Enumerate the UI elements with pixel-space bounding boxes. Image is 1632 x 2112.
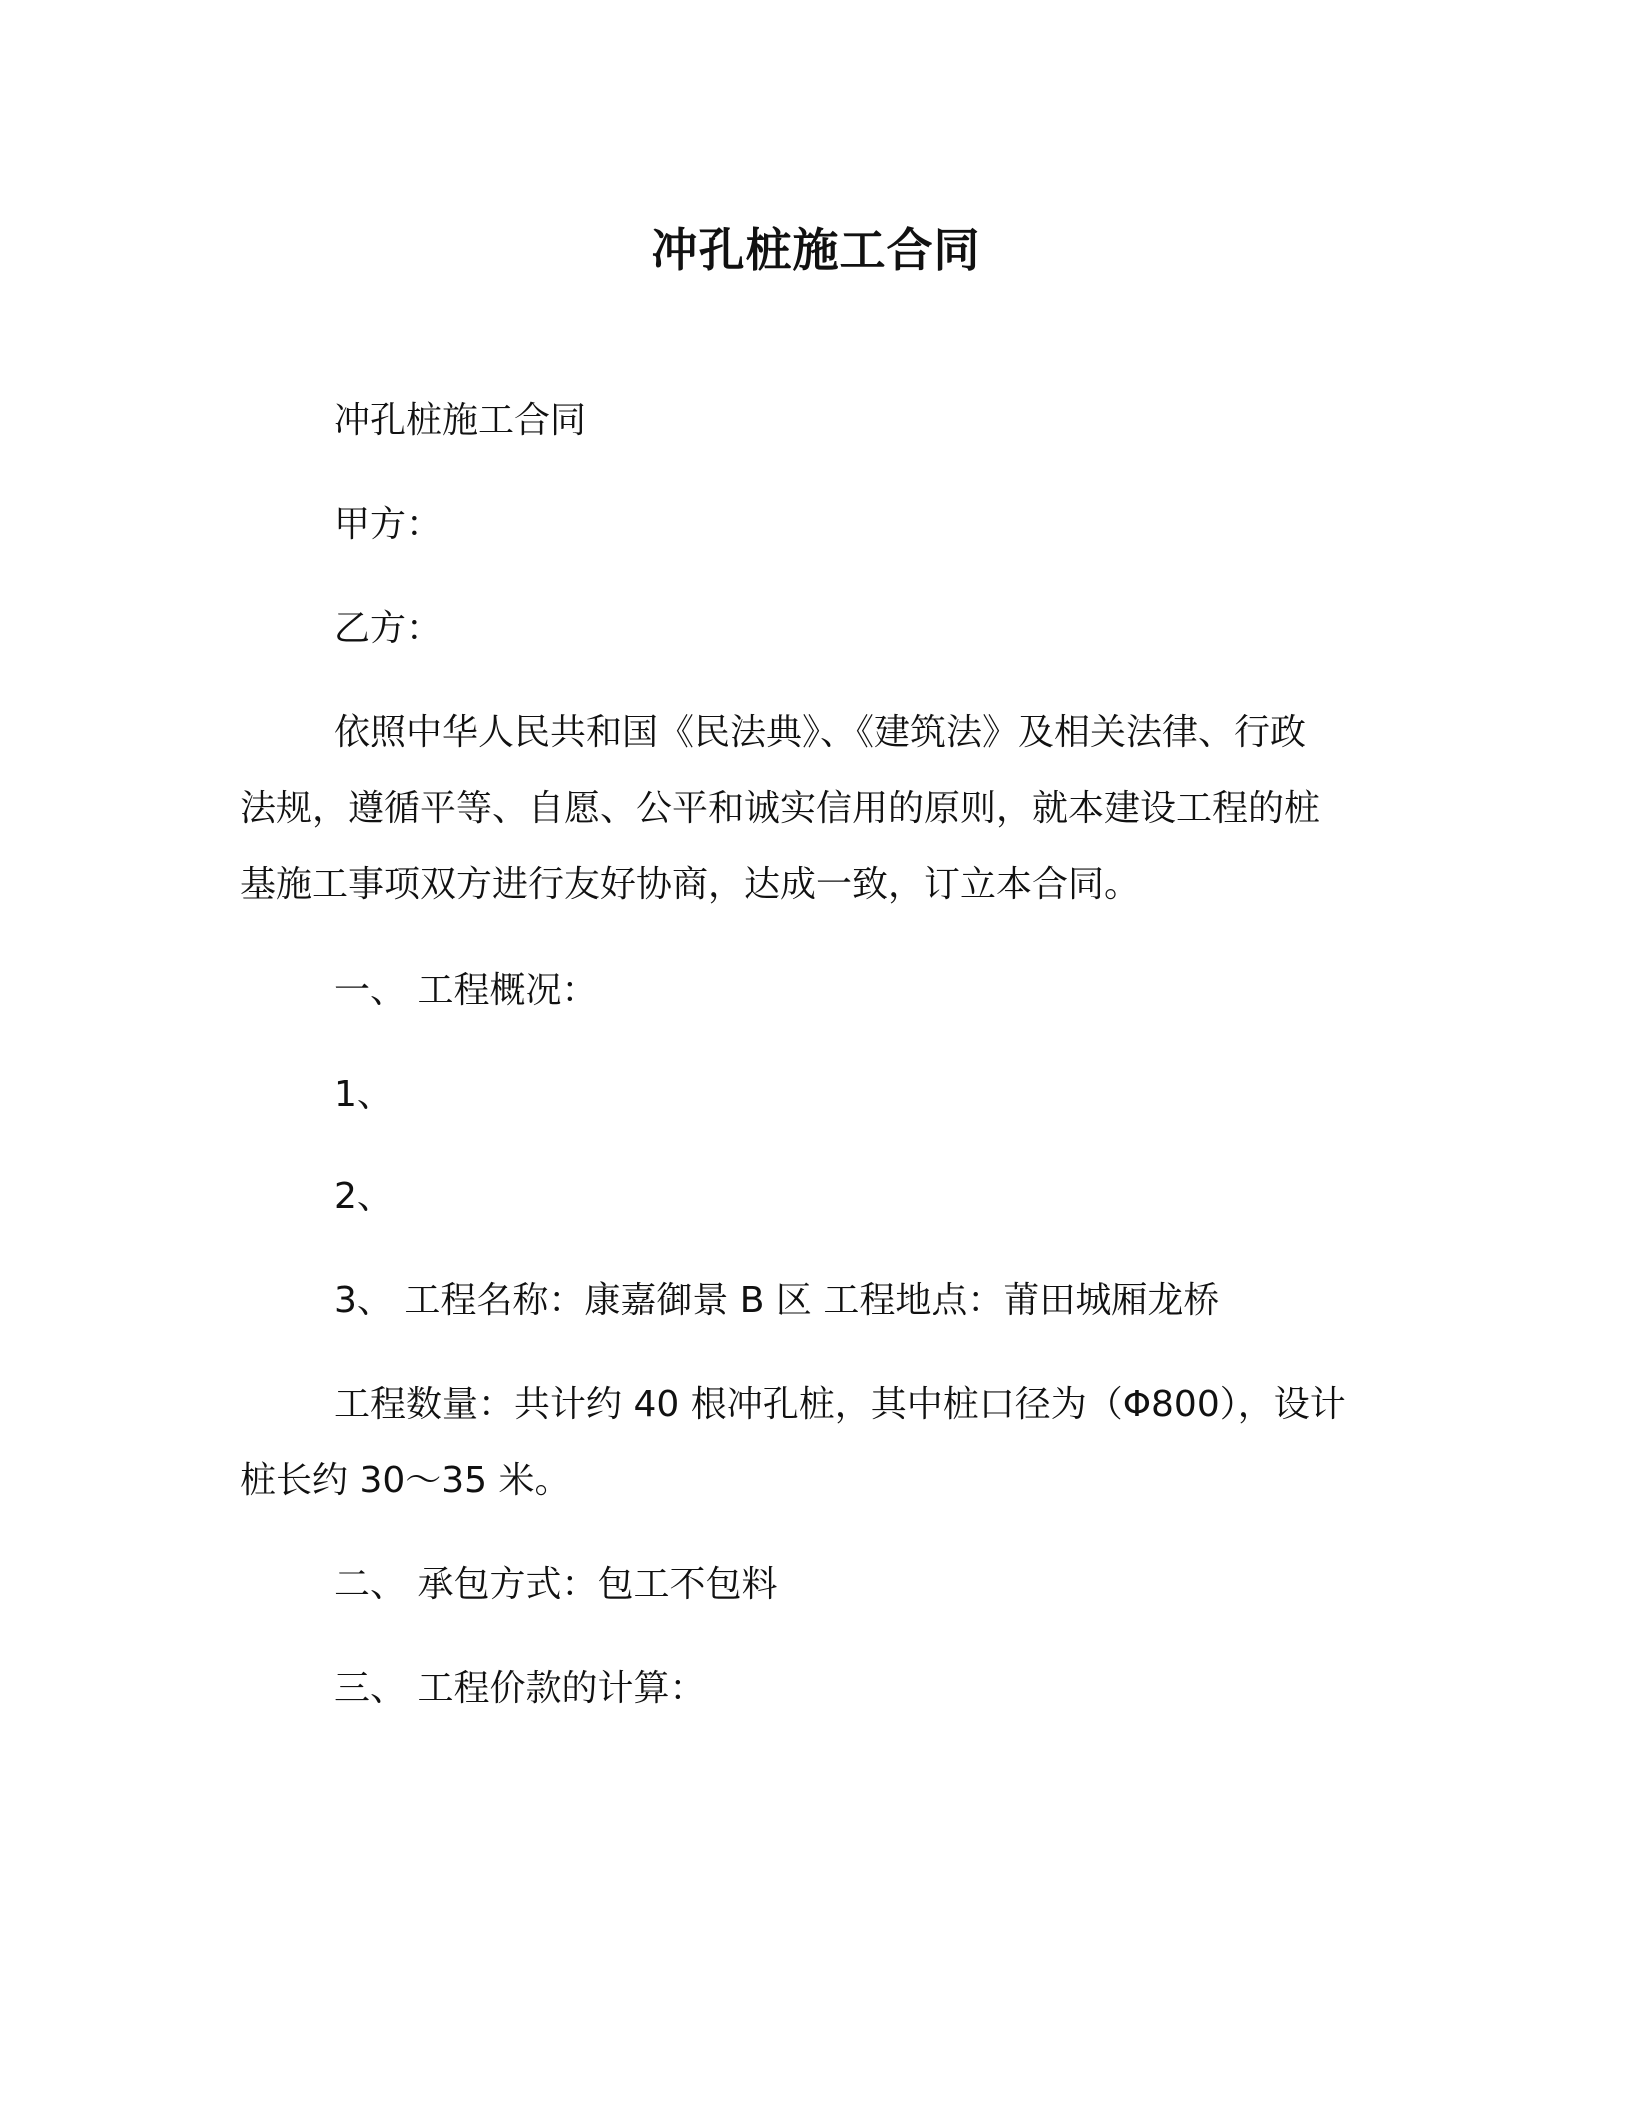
party-b-label: 乙方： bbox=[334, 608, 443, 649]
document-title: 冲孔桩施工合同 bbox=[651, 223, 981, 277]
section-1-heading: 一、 工程概况： bbox=[334, 970, 598, 1011]
document-subtitle: 冲孔桩施工合同 bbox=[334, 400, 587, 441]
list-item-3-project-info: 3、 工程名称：康嘉御景 B 区 工程地点：莆田城厢龙桥 bbox=[334, 1280, 1220, 1321]
quantity-line-1: 工程数量：共计约 40 根冲孔桩，其中桩口径为（Φ800），设计 bbox=[334, 1384, 1346, 1425]
section-3-heading: 三、 工程价款的计算： bbox=[334, 1668, 706, 1709]
quantity-line-2: 桩长约 30～35 米。 bbox=[240, 1460, 571, 1501]
section-2-heading: 二、 承包方式：包工不包料 bbox=[334, 1564, 778, 1605]
preamble-line-1: 依照中华人民共和国《民法典》、《建筑法》及相关法律、行政 bbox=[334, 712, 1307, 753]
preamble-line-3: 基施工事项双方进行友好协商，达成一致，订立本合同。 bbox=[240, 864, 1141, 905]
list-item-2: 2、 bbox=[334, 1176, 393, 1217]
party-a-label: 甲方： bbox=[334, 504, 443, 545]
preamble-line-2: 法规，遵循平等、自愿、公平和诚实信用的原则，就本建设工程的桩 bbox=[240, 788, 1321, 829]
list-item-1: 1、 bbox=[334, 1074, 393, 1115]
